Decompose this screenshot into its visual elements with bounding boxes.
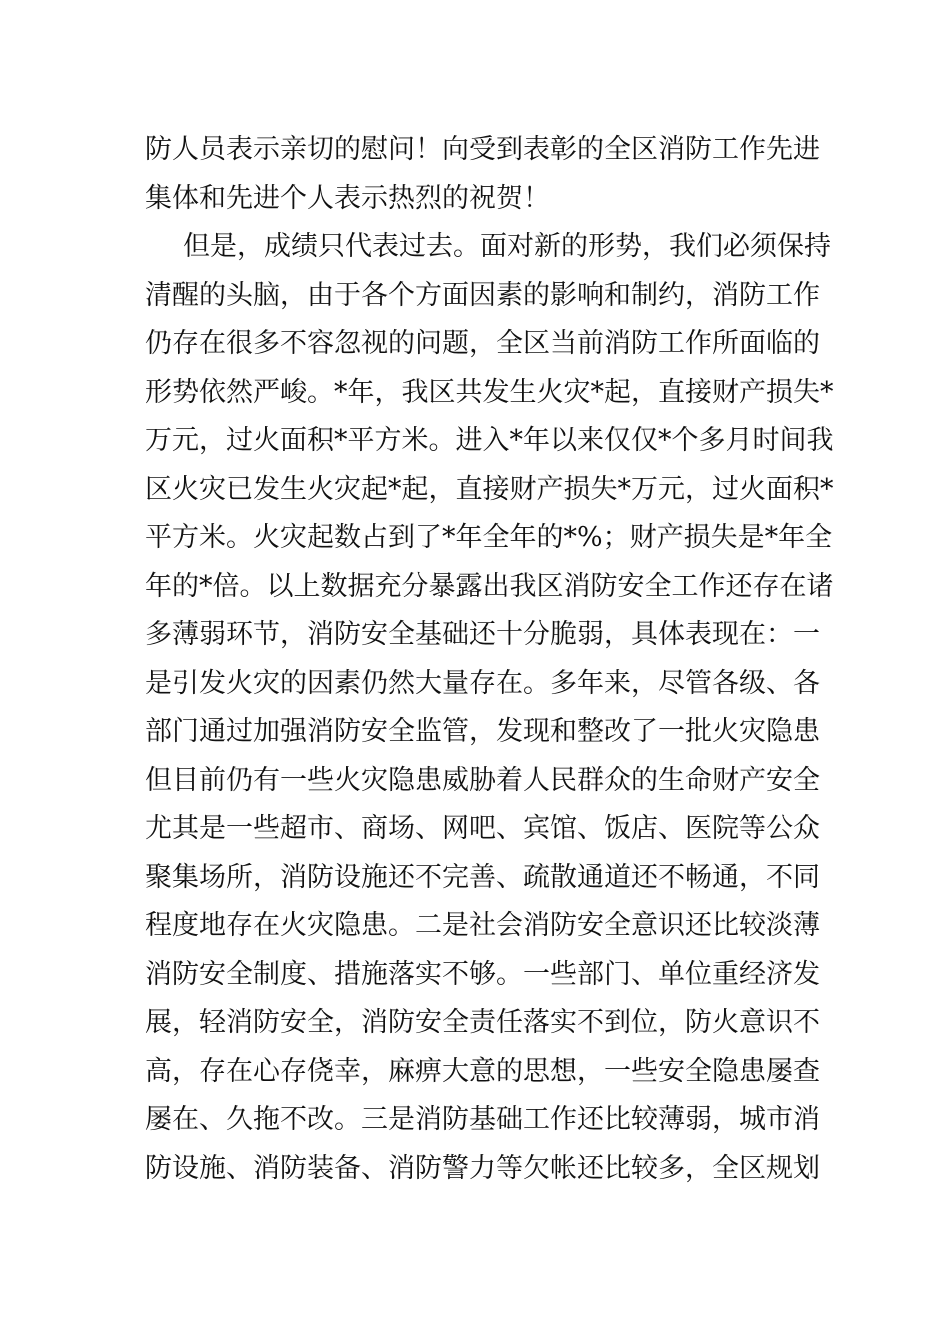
text-line: 是引发火灾的因素仍然大量存在。多年来，尽管各级、各 (145, 667, 820, 699)
text-line: 年的*倍。以上数据充分暴露出我区消防安全工作还存在诸 (145, 570, 834, 602)
text-line: 程度地存在火灾隐患。二是社会消防安全意识还比较淡薄 (145, 910, 820, 941)
text-line: 高，存在心存侥幸，麻痹大意的思想，一些安全隐患屡查 (145, 1055, 820, 1087)
text-line: 集体和先进个人表示热烈的祝贺！ (145, 182, 550, 214)
text-line: 防人员表示亲切的慰问！向受到表彰的全区消防工作先进 (145, 134, 820, 165)
text-line: 清醒的头脑，由于各个方面因素的影响和制约，消防工作 (145, 279, 820, 311)
paragraph-start-line: 但是，成绩只代表过去。面对新的形势，我们必须保持 (183, 231, 831, 262)
text-line: 多薄弱环节，消防安全基础还十分脆弱，具体表现在：一 (145, 619, 820, 650)
text-line: 防设施、消防装备、消防警力等欠帐还比较多，全区规划 (145, 1152, 820, 1184)
text-line: 区火灾已发生火灾起*起，直接财产损失*万元，过火面积* (145, 473, 834, 505)
text-line: 尤其是一些超市、商场、网吧、宾馆、饭店、医院等公众 (145, 813, 820, 844)
text-line: 但目前仍有一些火灾隐患威胁着人民群众的生命财产安全 (145, 764, 820, 796)
text-line: 万元，过火面积*平方米。进入*年以来仅仅*个多月时间我 (145, 425, 834, 456)
text-line: 展，轻消防安全，消防安全责任落实不到位，防火意识不 (145, 1007, 820, 1038)
text-line: 屡在、久拖不改。三是消防基础工作还比较薄弱，城市消 (145, 1104, 820, 1135)
text-line: 聚集场所，消防设施还不完善、疏散通道还不畅通，不同 (145, 861, 820, 893)
text-line: 形势依然严峻。*年，我区共发生火灾*起，直接财产损失* (145, 376, 834, 408)
text-line: 消防安全制度、措施落实不够。一些部门、单位重经济发 (145, 958, 820, 990)
text-line: 平方米。火灾起数占到了*年全年的*%；财产损失是*年全 (145, 522, 833, 553)
text-line: 仍存在很多不容忽视的问题，全区当前消防工作所面临的 (145, 328, 820, 359)
body-text (145, 126, 834, 1193)
text-line: 部门通过加强消防安全监管，发现和整改了一批火灾隐患 (145, 716, 820, 747)
